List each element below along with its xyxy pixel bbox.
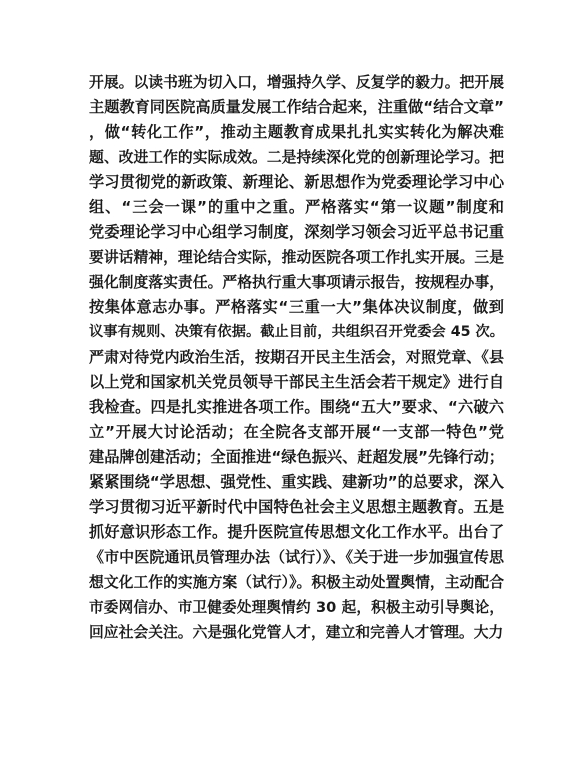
document-body	[89, 70, 504, 645]
text-line: 建品牌创建活动；全面推进“绿色振兴、赶超发展”先锋行动；	[89, 448, 504, 466]
text-line: 以上党和国家机关党员领导干部民主生活会若干规定》进行自	[89, 373, 504, 391]
text-line: 议事有规则、决策有依据。截止目前，共组织召开党委会 45 次。	[89, 324, 504, 340]
text-line: 题、改进工作的实际成效。二是持续深化党的创新理论学习。把	[89, 149, 504, 166]
text-line: 抓好意识形态工作。提升医院宣传思想文化工作水平。出台了	[89, 523, 504, 541]
text-line: 市委网信办、市卫健委处理舆情约 30 起，积极主动引导舆论，	[89, 599, 504, 616]
text-line: 我检查。四是扎实推进各项工作。围绕“五大”要求、“六破六	[89, 398, 504, 416]
text-line: 党委理论学习中心组学习制度，深刻学习领会习近平总书记重	[89, 223, 504, 241]
text-line: 《市中医院通讯员管理办法（试行）》、《关于进一步加强宣传思	[89, 548, 504, 566]
text-line: 学习贯彻党的新政策、新理论、新思想作为党委理论学习中心	[89, 173, 504, 191]
text-line: 组、“三会一课”的重中之重。严格落实“第一议题”制度和	[89, 198, 504, 216]
text-line: 紧紧围绕“学思想、强党性、重实践、建新功”的总要求，深入	[89, 473, 504, 491]
text-line: 强化制度落实责任。严格执行重大事项请示报告，按规程办事，	[89, 274, 504, 291]
text-line: 按集体意志办事。严格落实“三重一大”集体决议制度，做到	[89, 298, 504, 316]
text-line: 想文化工作的实施方案（试行）》。积极主动处置舆情，主动配合	[89, 574, 504, 591]
text-line: 学习贯彻习近平新时代中国特色社会主义思想主题教育。五是	[89, 498, 504, 516]
text-line: 回应社会关注。六是强化党管人才，建立和完善人才管理。大力	[89, 624, 504, 641]
text-line: 严肃对待党内政治生活，按期召开民主生活会，对照党章、《县	[89, 348, 504, 366]
text-line: 主题教育同医院高质量发展工作结合起来，注重做“结合文章”	[89, 98, 504, 116]
text-line: 立”开展大讨论活动；在全院各支部开展“一支部一特色”党	[89, 423, 504, 441]
text-line: 开展。以读书班为切入口，增强持久学、反复学的毅力。把开展	[89, 74, 504, 91]
text-line: 要讲话精神，理论结合实际，推动医院各项工作扎实开展。三是	[89, 249, 504, 266]
text-line: ，做“转化工作”，推动主题教育成果扎扎实实转化为解决难	[89, 123, 504, 141]
